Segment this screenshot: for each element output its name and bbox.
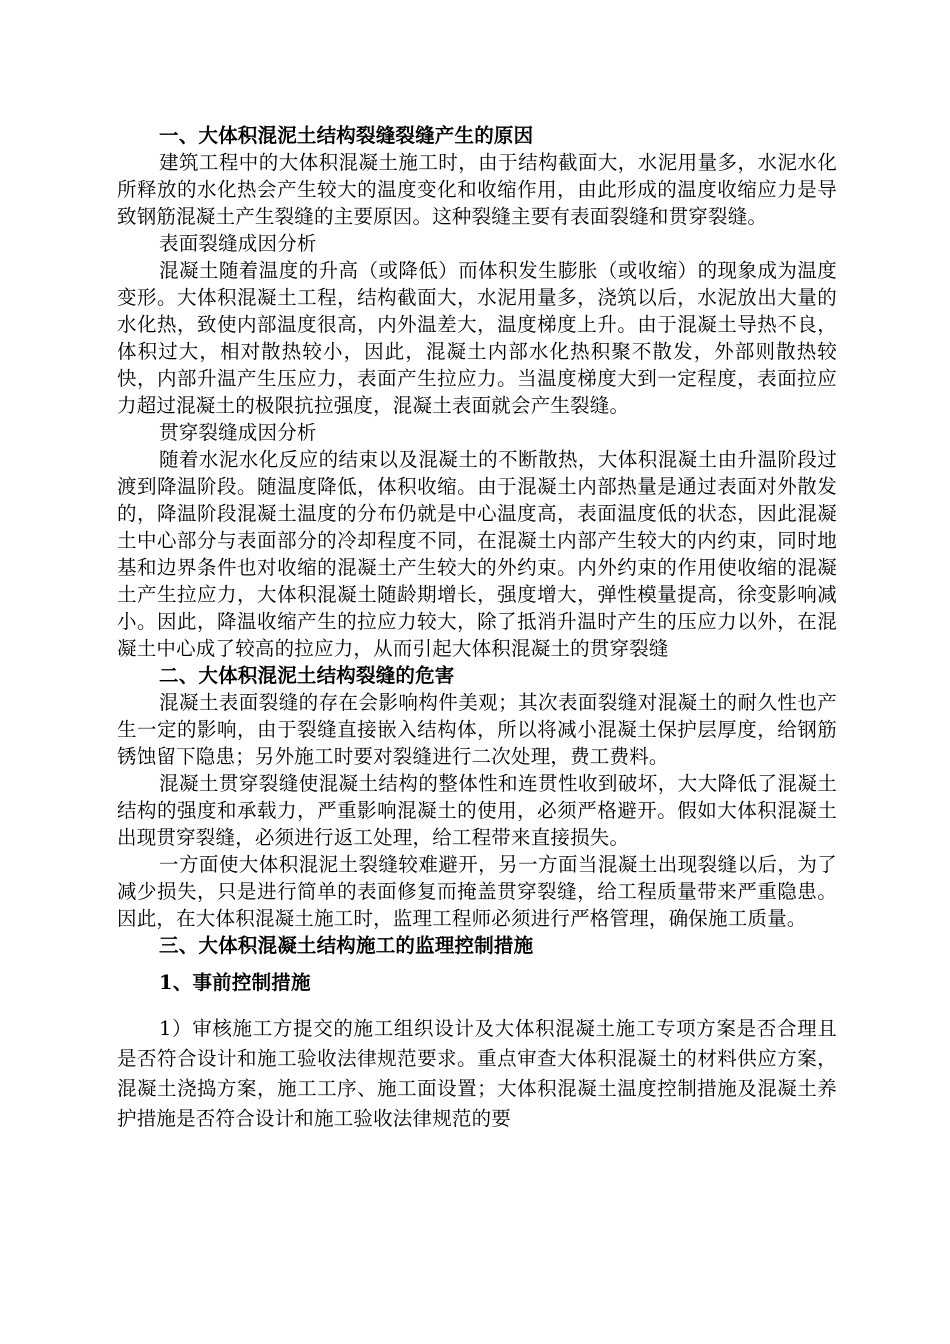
section-2-heading: 二、大体积混泥土结构裂缝的危害 <box>159 664 455 687</box>
through-crack-title: 贯穿裂缝成因分析 <box>159 421 317 444</box>
through-crack-body: 随着水泥水化反应的结束以及混凝土的不断散热，大体积混凝土由升温阶段过渡到降温阶段。随温度降低，体积收缩。由于混凝土内部热量是通过表面对外散发的，降温阶段混凝土温度的分布仍就是中心温度高，表面温度低的状态，因此混凝土中心部分与表面部分的冷却程度不同，在混凝土内部产生较大的内约束，同时地基和边界条件也对收缩的混凝土产生较大的外约束。内外约束的作用使收缩的混凝土产生拉应力，大体积混凝土随龄期增长，强度增大，弹性模量提高，徐变影响减小。因此，降温收缩产生的拉应力较大，除了抵消升温时产生的压应力以外，在混凝土中心成了较高的拉应力，从而引起大体积混凝土的贯穿裂缝 <box>117 448 837 660</box>
section-1-heading: 一、大体积混泥土结构裂缝裂缝产生的原因 <box>159 124 534 147</box>
section-2-para-2: 混凝土贯穿裂缝使混凝土结构的整体性和连贯性收到破坏，大大降低了混凝土结构的强度和承载力，严重影响混凝土的使用，必须严格避开。假如大体积混凝土出现贯穿裂缝，必须进行返工处理，给工程带来直接损失。 <box>117 772 837 849</box>
surface-crack-title: 表面裂缝成因分析 <box>159 232 317 255</box>
section-3-heading: 三、大体积混凝土结构施工的监理控制措施 <box>159 934 534 957</box>
surface-crack-body: 混凝土随着温度的升高（或降低）而体积发生膨胀（或收缩）的现象成为温度变形。大体积混凝土工程，结构截面大，水泥用量多，浇筑以后，水泥放出大量的水化热，致使内部温度很高，内外温差大，温度梯度上升。由于混凝土导热不良，体积过大，相对散热较小，因此，混凝土内部水化热积聚不散发，外部则散热较快，内部升温产生压应力，表面产生拉应力。当温度梯度大到一定程度，表面拉应力超过混凝土的极限抗拉强度，混凝土表面就会产生裂缝。 <box>117 259 837 417</box>
subsection-1-heading: 1、事前控制措施 <box>159 971 311 994</box>
document-page <box>117 122 837 1134</box>
section-3-item-1: 1）审核施工方提交的施工组织设计及大体积混凝土施工专项方案是否合理且是否符合设计和施工验收法律规范要求。重点审查大体积混凝土的材料供应方案，混凝土浇捣方案，施工工序、施工面设置；大体积混凝土温度控制措施及混凝土养护措施是否符合设计和施工验收法律规范的要 <box>117 1017 837 1130</box>
section-1-intro: 建筑工程中的大体积混凝土施工时，由于结构截面大，水泥用量多，水泥水化所释放的水化热会产生较大的温度变化和收缩作用，由此形成的温度收缩应力是导致钢筋混凝土产生裂缝的主要原因。这种裂缝主要有表面裂缝和贯穿裂缝。 <box>117 151 837 228</box>
section-2-para-1: 混凝土表面裂缝的存在会影响构件美观；其次表面裂缝对混凝土的耐久性也产生一定的影响，由于裂缝直接嵌入结构体，所以将减小混凝土保护层厚度，给钢筋锈蚀留下隐患；另外施工时要对裂缝进行二次处理，费工费料。 <box>117 691 837 768</box>
section-2-para-3: 一方面使大体积混泥土裂缝较难避开，另一方面当混凝土出现裂缝以后，为了减少损失，只是进行简单的表面修复而掩盖贯穿裂缝，给工程质量带来严重隐患。因此，在大体积混凝土施工时，监理工程师必须进行严格管理，确保施工质量。 <box>117 853 837 930</box>
